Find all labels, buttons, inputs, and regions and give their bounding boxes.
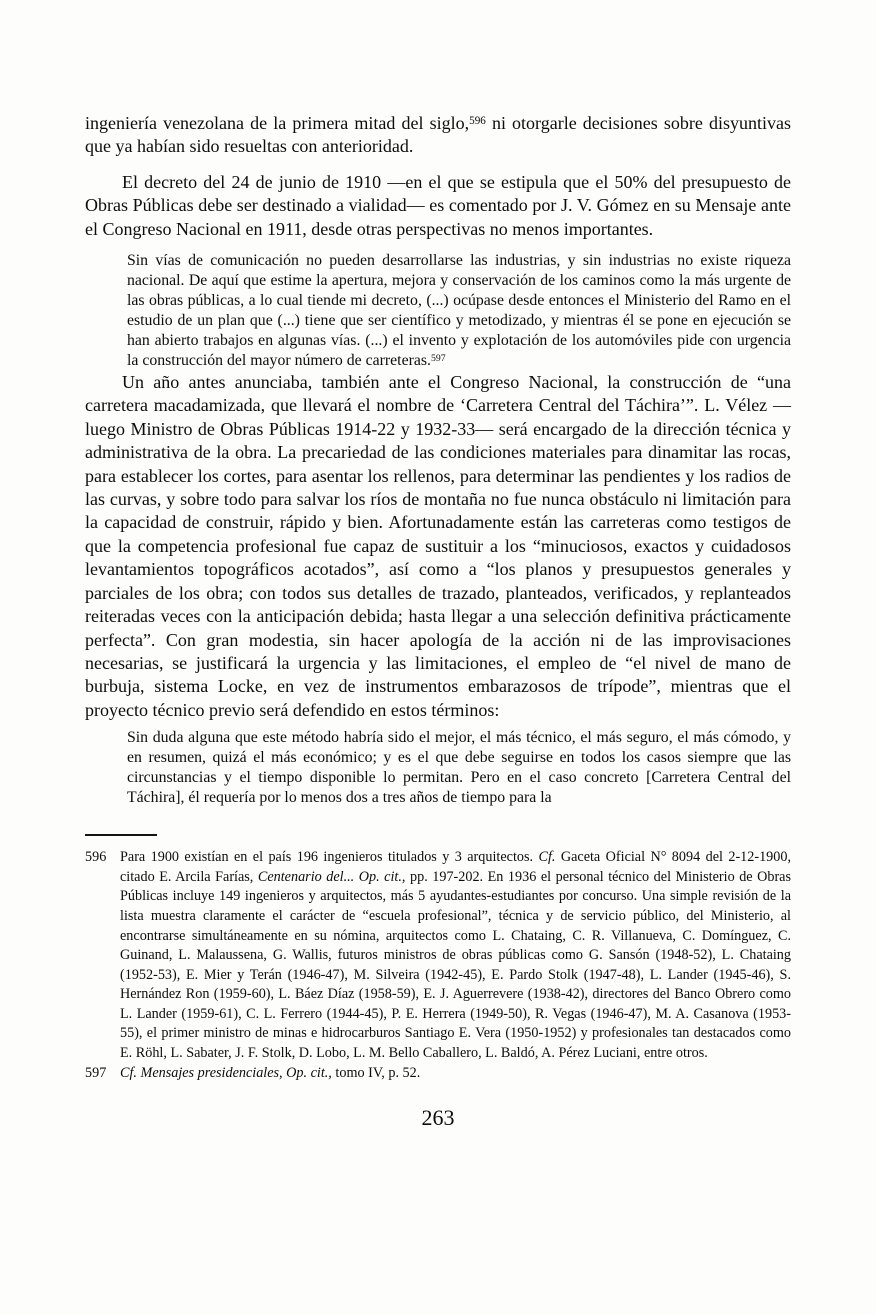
footnote-597 — [85, 1064, 791, 1084]
footnote-segment-italic: Cf. Mensajes presidenciales, Op. cit., — [120, 1064, 332, 1081]
footnote-ref-596: 596 — [469, 114, 486, 127]
block-quote-gomez-message — [127, 251, 791, 371]
footnote-segment: tomo IV, p. 52. — [331, 1064, 421, 1081]
footnote-segment-italic: Cf. — [538, 849, 556, 866]
paragraph-carretera-tachira: Un año antes anunciaba, también ante el Congreso Nacional, la construcción de “una carretera macadamizada, que llevará el nombre de ‘Carretera Central del Táchira’”. L. Vélez —luego Ministro de Obras Públicas 1914-22 y 1932-33— será encargado de la dirección técnica y administrativa de la obra. La precariedad de las condiciones materiales para dinamitar las rocas, para establecer los cortes, para asentar los rellenos, para determinar las pendientes y los radios de las curvas, y sobre todo para salvar los ríos de montaña no fue nunca obstáculo ni limitación para la capacidad de construir, rápido y bien. Afortunadamente están las carreteras como testigos de que la competencia profesional fue capaz de sustituir a los “minuciosos, exactos y cuidadosos levantamientos topográficos acotados”, así como a “los planos y presupuestos generales y parciales de los obra; con todos sus detalles de trazado, planteados, verificados, y replanteados reiteradas veces con la anticipación debida; hasta llegar a una selección definitiva prácticamente perfecta”. Con gran modestia, sin hacer apología de la acción ni de las improvisaciones necesarias, se justificará la urgencia y las limitaciones, el empleo de “el nivel de mano de burbuja, sistema Locke, en vez de instrumentos embarazosos de trípode”, mientras que el proyecto técnico previo será defendido en estos términos: — [85, 372, 791, 720]
footnote-segment: pp. 197-202. En 1936 el personal técnico del Ministerio de Obras Públicas incluye 149 ingenieros y arquitectos, más 5 ayudantes-estudiantes por concurso. Una simple revisión de la lista muestra claramente el carácter de “escuela profesional”, técnica y de servicio público, del Ministerio, al encontrarse simultáneamente en su nómina, arquitectos como L. Chataing, C. R. Villanueva, C. Domínguez, C. Guinand, L. Malaussena, G. Wallis, futuros ministros de obras públicas como G. Sansón (1948-52), L. Chataing (1952-53), E. Mier y Terán (1946-47), M. Silveira (1942-45), E. Pardo Stolk (1947-48), L. Lander (1945-46), S. Hernández Ron (1959-60), L. Báez Díaz (1958-59), E. J. Aguerrevere (1938-42), directores del Banco Obrero como L. Lander (1959-61), C. L. Ferrero (1944-45), P. E. Herrera (1949-50), R. Vegas (1946-47), M. A. Casanova (1953-55), el primer ministro de minas e hidrocarburos Santiago E. Vera (1950-1952) y profesionales tan destacados como E. Röhl, L. Sabater, J. F. Stolk, D. Lobo, L. M. Bello Caballero, L. Baldó, A. Pérez Luciani, entre otros. — [120, 868, 791, 1062]
page-number: 263 — [421, 1105, 455, 1131]
paragraph-decree-1910: El decreto del 24 de junio de 1910 —en el que se estipula que el 50% del presupuesto de Obras Públicas debe ser destinado a vialidad— es comentado por J. V. Gómez en su Mensaje ante el Congreso Nacional en 1911, desde otras perspectivas no menos importantes. — [85, 171, 791, 239]
footnote-text — [120, 848, 791, 1064]
footnote-segment-italic: Centenario del... Op. cit., — [257, 868, 406, 885]
quote-text: Sin vías de comunicación no pueden desarrollarse las industrias, y sin industrias no existe riqueza nacional. De aquí que estime la apertura, mejora y conservación de los caminos como la más urgente de las obras públicas, a lo cual tiende mi decreto, (...) ocúpase desde entonces el Ministerio del Ramo en el estudio de un plan que (...) tiene que ser científico y metodizado, y mientras él se pone en ejecución se han abierto trabajos en algunas vías. (...) el invento y explotación de los automóviles pide con urgencia la construcción del mayor número de carreteras. — [127, 252, 791, 370]
footnote-segment: Gaceta Oficial N° 8094 del 2-12-1900, citado E. Arcila Farías, — [120, 849, 792, 885]
paragraph-continuation — [85, 112, 791, 159]
footnote-number: 597 — [85, 1064, 107, 1081]
footnote-separator-rule — [85, 834, 157, 836]
block-quote-velez-method: Sin duda alguna que este método habría sido el mejor, el más técnico, el más seguro, el más cómodo, y en resumen, quizá el más económico; y es el que debe seguirse en todos los casos siempre que las circunstancias y el tiempo disponible lo permitan. Pero en el caso concreto [Carretera Central del Táchira], él requería por lo menos dos a tres años de tiempo para la — [127, 729, 791, 807]
paragraph-text: ni otorgarle decisiones sobre disyuntivas que ya habían sido resueltas con anterioridad. — [85, 113, 791, 157]
footnote-596 — [85, 848, 791, 1064]
footnotes-section — [85, 848, 791, 1083]
text-block — [85, 112, 791, 1131]
footnote-text — [120, 1064, 791, 1084]
footnote-segment: Para 1900 existían en el país 196 ingenieros titulados y 3 arquitectos. — [120, 849, 539, 866]
footnote-number: 596 — [85, 849, 107, 866]
footnote-ref-597: 597 — [430, 352, 446, 364]
paragraph-text: ingeniería venezolana de la primera mitad del siglo, — [85, 113, 470, 133]
